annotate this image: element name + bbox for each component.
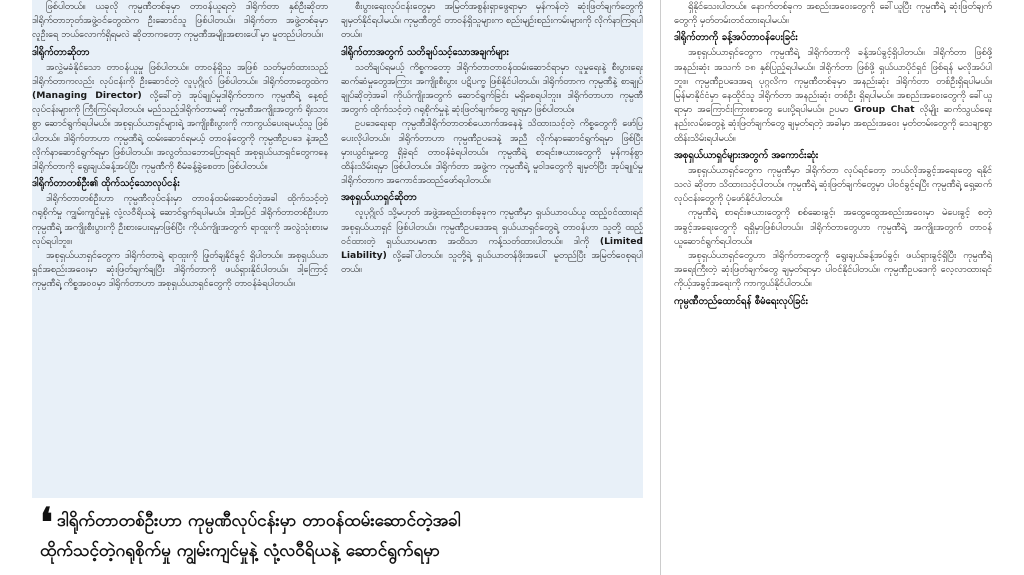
paragraph: အစုရှယ်ယာရှင်တွေက ကုမ္ပဏီမှာ ဒါရိုက်တာ လုပ်ရင်တော့ ဘယ်လိုအခွင့်အရေးတွေ ရနိုင်သလဲ ဆိုတာ သိထားသင့်ပါတယ်။ ကုမ္ပဏီရဲ့ ဆုံးဖြတ်ချက်တွေမှာ ပါဝင်ခွင့်ရပြီး ကုမ္ပဏီရဲ့ ရှေ့ဆက်လုပ်ငန်းတွေကို ပုံဖော်နိုင်ပါတယ်။ (674, 164, 992, 205)
english-term: (Limited Liability) (341, 235, 643, 262)
section-heading: ဒါရိုက်တာဆိုတာ (32, 46, 90, 58)
paragraph: စီးပွားရေးလုပ်ငန်းတွေမှာ အမြတ်အစွန်းရှာဖွေရာမှာ မှန်ကန်တဲ့ ဆုံးဖြတ်ချက်တွေကို ချမှတ်နိုင်ရပါမယ်။ ကုမ္ပဏီတွင် တာဝန်ရှိသူများက စည်းမျဉ်းစည်းကမ်းများကို လိုက်နာကြရပါတယ်။ (341, 1, 643, 41)
paragraph: သတိချပ်ရမယ့် ကိစ္စကတော့ ဒါရိုက်တာတာဝန်ထမ်းဆောင်ရာမှာ လူမှုရေးနဲ့ စီးပွားရေး ဆက်ဆံမှုတွေအကြား အကျိုးစီးပွား ပဋိပက္ခ ဖြစ်နိုင်ပါတယ်။ ဒါရိုက်တာက ကုမ္ပဏီနဲ့ စာချုပ်ချုပ်ဆိုတဲ့အခါ ကိုယ်ကျိုးအတွက် ဆောင်ရွက်ခြင်း မရှိစေရပါဘူး။ ဒါရိုက်တာဟာ ကုမ္ပဏီအတွက် ထိုက်သင့်တဲ့ ဂရုစိုက်မှုနဲ့ ဆုံးဖြတ်ချက်တွေ ချရမှာ ဖြစ်ပါတယ်။ (341, 61, 643, 116)
section-heading: အစုရှယ်ယာရှင်ဆိုတာ (341, 192, 417, 204)
paragraph: အစုရှယ်ယာရှင်တွေဟာ ဒါရိုက်တာတွေကို ရွေးချယ်ခန့်အပ်ခွင့်၊ ဖယ်ရှားခွင့်ရှိပြီး ကုမ္ပဏီရဲ့ အရေးကြီးတဲ့ ဆုံးဖြတ်ချက်တွေ ချမှတ်ရာမှာ ပါဝင်နိုင်ပါတယ်။ ကုမ္ပဏီဥပဒေကို လေ့လာထားရင် ကိုယ့်အခွင့်အရေးကို ကာကွယ်နိုင်ပါတယ်။ (674, 250, 992, 290)
english-term: (Managing Director) (32, 90, 142, 102)
pull-quote (40, 499, 650, 566)
english-term: Group Chat (853, 104, 915, 116)
pull-quote-line: ထိုက်သင့်တဲ့ဂရုစိုက်မှု ကျွမ်းကျင်မှုနဲ့ လုံ့လဝီရိယနဲ့ ဆောင်ရွက်ရမှာ (40, 541, 441, 561)
article-column-left (32, 0, 328, 498)
section-heading: ဒါရိုက်တာအတွက် သတိချပ်သင့်သောအချက်များ (341, 46, 509, 58)
paragraph: ဒါရိုက်တာတစ်ဦးဟာ ကုမ္ပဏီလုပ်ငန်းမှာ တာဝန်ထမ်းဆောင်တဲ့အခါ ထိုက်သင့်တဲ့ဂရုစိုက်မှု ကျွမ်းကျင်မှုနဲ့ လုံ့လဝီရိယနဲ့ ဆောင်ရွက်ရပါမယ်။ ဒါ့အပြင် ဒါရိုက်တာတစ်ဦးဟာ ကုမ္ပဏီရဲ့ အကျိုးစီးပွားကို ဦးစားပေးရမှာဖြစ်ပြီး ကိုယ်ကျိုးအတွက် ရာထူးကို အလွဲသုံးစားမလုပ်ရပါဘူး။ (32, 193, 328, 247)
paragraph: အစုရှယ်ယာရှင်တွေက ဒါရိုက်တာရဲ့ ရာထူးကို ဖြုတ်ချနိုင်ခွင့် ရှိပါတယ်။ အစုရှယ်ယာရှင်အစည်းအဝေးမှာ ဆုံးဖြတ်ချက်ချပြီး ဒါရိုက်တာကို ဖယ်ရှားနိုင်ပါတယ်။ ဒါ့ကြောင့် ကုမ္ပဏီရဲ့ ကိစ္စအဝဝမှာ ဒါရိုက်တာဟာ အစုရှယ်ယာရှင်တွေကို တာဝန်ခံရပါတယ်။ (32, 250, 328, 290)
section-heading: ဒါရိုက်တာကို ခန့်အပ်တာဝန်ပေးခြင်း (674, 32, 798, 44)
section-heading: အစုရှယ်ယာရှင်များအတွက် အကောင်းဆုံး (674, 149, 819, 161)
paragraph: ဖြစ်ပါတယ်။ ယခုလို ကုမ္ပဏီတစ်ခုမှာ တာဝန်ယူရတဲ့ ဒါရိုက်တာ နှစ်ဦးဆိုတာ ဒါရိုက်တာဘုတ်အဖွဲ့ဝင်တွေထဲက ဦးဆောင်သူ ဖြစ်ပါတယ်။ ဒါရိုက်တာ အဖွဲ့တစ်ခုမှာ လူဦးရေ ဘယ်လောက်ရှိရမလဲ ဆိုတာကတော့ ကုမ္ပဏီအမျိုးအစားပေါ်မှာ မူတည်ပါတယ်။ (32, 1, 328, 41)
paragraph: လူပုဂ္ဂိုလ် သို့မဟုတ် အဖွဲ့အစည်းတစ်ခုခုက ကုမ္ပဏီမှာ ရှယ်ယာဝယ်ယူ ထည့်ဝင်ထားရင် အစုရှယ်ယာရှင် ဖြစ်ပါတယ်။ ကုမ္ပဏီဥပဒေအရ ရှယ်ယာရှင်တွေရဲ့ တာဝန်ဟာ သူတို့ ထည့်ဝင်ထားတဲ့ ရှယ်ယာပမာဏ အထိသာ ကန့်သတ်ထားပါတယ်။ ဒါကို (Limited Liability) လို့ခေါ်ပါတယ်။ သူတို့ရဲ့ ရှယ်ယာတန်ဖိုးအပေါ် မူတည်ပြီး အမြတ်ဝေစုရပါတယ်။ (341, 207, 643, 276)
column-divider (660, 0, 661, 575)
paragraph: ရှိနိုင်သေးပါတယ်။ နောက်တစ်ခုက အစည်းအဝေးတွေကို ခေါ်ယူပြီး ကုမ္ပဏီရဲ့ ဆုံးဖြတ်ချက်တွေကို မှတ်တမ်းတင်ထားရပါမယ်။ (674, 1, 992, 27)
quote-mark-icon: ❛ (40, 499, 53, 546)
article-column-right (674, 0, 992, 575)
paragraph: အလွှဲမခံနိုင်သော တာဝန်ယူမှု ဖြစ်ပါတယ်။ တာဝန်ရှိသူ အဖြစ် သတ်မှတ်ထားသည့် ဒါရိုက်တာကလည်း လုပ်ငန်းကို ဦးဆောင်တဲ့ လူပုဂ္ဂိုလ် ဖြစ်ပါတယ်။ ဒါရိုက်တာတွေထဲက (Managing Director) လို့ခေါ်တဲ့ အုပ်ချုပ်မှုဒါရိုက်တာက ကုမ္ပဏီရဲ့ နေ့စဉ်လုပ်ငန်းများကို ကြီးကြပ်ရပါတယ်။ မည်သည့်ဒါရိုက်တာမဆို ကုမ္ပဏီအကျိုးအတွက် ရိုးသားစွာ ဆောင်ရွက်ရပါမယ်။ အစုရှယ်ယာရှင်များရဲ့ အကျိုးစီးပွားကို ကာကွယ်ပေးရမယ့်သူ ဖြစ်ပါတယ်။ ဒါရိုက်တာဟာ ကုမ္ပဏီရဲ့ ထမ်းဆောင်ရမယ့် တာဝန်တွေကို ကုမ္ပဏီဥပဒေ နဲ့အညီ လိုက်နာဆောင်ရွက်ရမှာ ဖြစ်ပါတယ်။ အလွတ်သဘောပြောရရင် အစုရှယ်ယာရှင်တွေကနေ ဒါရိုက်တာကို ရွေးချယ်ခန့်အပ်ပြီး ကုမ္ပဏီကို စီမံခန့်ခွဲစေတာ ဖြစ်ပါတယ်။ (32, 61, 328, 173)
section-heading: ကုမ္ပဏီတည်ထောင်ရန် စီမံရေးလုပ်ခြင်း (674, 295, 808, 307)
paragraph: ကုမ္ပဏီရဲ့ စာရင်းဇယားတွေကို စစ်ဆေးခွင့်၊ အထွေထွေအစည်းအဝေးမှာ မဲပေးခွင့် စတဲ့ အခွင့်အရေးတွေကို ရရှိမှာဖြစ်ပါတယ်။ ဒါရိုက်တာတွေဟာ ကုမ္ပဏီရဲ့ အကျိုးအတွက် တာဝန်ယူဆောင်ရွက်ရပါတယ်။ (674, 207, 992, 247)
paragraph: အစုရှယ်ယာရှင်တွေက ကုမ္ပဏီရဲ့ ဒါရိုက်တာကို ခန့်အပ်ခွင့်ရှိပါတယ်။ ဒါရိုက်တာ ဖြစ်ဖို့ အနည်းဆုံး အသက် ၁၈ နှစ်ပြည့်ရပါမယ်။ ဒါရိုက်တာ ဖြစ်ဖို့ ရှယ်ယာပိုင်ရှင် ဖြစ်ရန် မလိုအပ်ပါဘူး။ ကုမ္ပဏီဥပဒေအရ ပုဂ္ဂလိက ကုမ္ပဏီတစ်ခုမှာ အနည်းဆုံး ဒါရိုက်တာ တစ်ဦးရှိရပါမယ်။ မြန်မာနိုင်ငံမှာ နေထိုင်သူ ဒါရိုက်တာ အနည်းဆုံး တစ်ဦး ရှိရပါမယ်။ အစည်းအဝေးတွေကို ခေါ်ယူရာမှာ အကြောင်းကြားစာတွေ ပေးပို့ရပါမယ်။ ဥပမာ Group Chat လိုမျိုး ဆက်သွယ်ရေးနည်းလမ်းတွေနဲ့ ဆုံးဖြတ်ချက်တွေ ချမှတ်ရတဲ့ အခါမှာ အစည်းအဝေး မှတ်တမ်းတွေကို သေချာစွာ ထိန်းသိမ်းရပါမယ်။ (674, 47, 992, 144)
section-heading: ဒါရိုက်တာတစ်ဦး၏ ထိုက်သင့်သောလုပ်ငန်း (32, 178, 180, 190)
paragraph: ဥပဒေရေးရာ ကုမ္ပဏီဒါရိုက်တာတစ်ယောက်အနေနဲ့ သိထားသင့်တဲ့ ကိစ္စတွေကို ဖော်ပြပေးလိုပါတယ်။ ဒါရိုက်တာဟာ ကုမ္ပဏီဥပဒေနဲ့ အညီ လိုက်နာဆောင်ရွက်ရမှာ ဖြစ်ပြီး မှားယွင်းမှုတွေ ရှိခဲ့ရင် တာဝန်ခံရပါတယ်။ ကုမ္ပဏီရဲ့ စာရင်းဇယားတွေကို မှန်ကန်စွာ ထိန်းသိမ်းရမှာ ဖြစ်ပါတယ်။ ဒါရိုက်တာ အဖွဲ့က ကုမ္ပဏီရဲ့ မူဝါဒတွေကို ချမှတ်ပြီး အုပ်ချုပ်မှုဒါရိုက်တာက အကောင်အထည်ဖော်ရပါတယ်။ (341, 118, 643, 187)
pull-quote-line: ❛ ဒါရိုက်တာတစ်ဦးဟာ ကုမ္ပဏီလုပ်ငန်းမှာ တာဝန်ထမ်းဆောင်တဲ့အခါ (40, 499, 461, 546)
article-column-middle (341, 0, 643, 498)
